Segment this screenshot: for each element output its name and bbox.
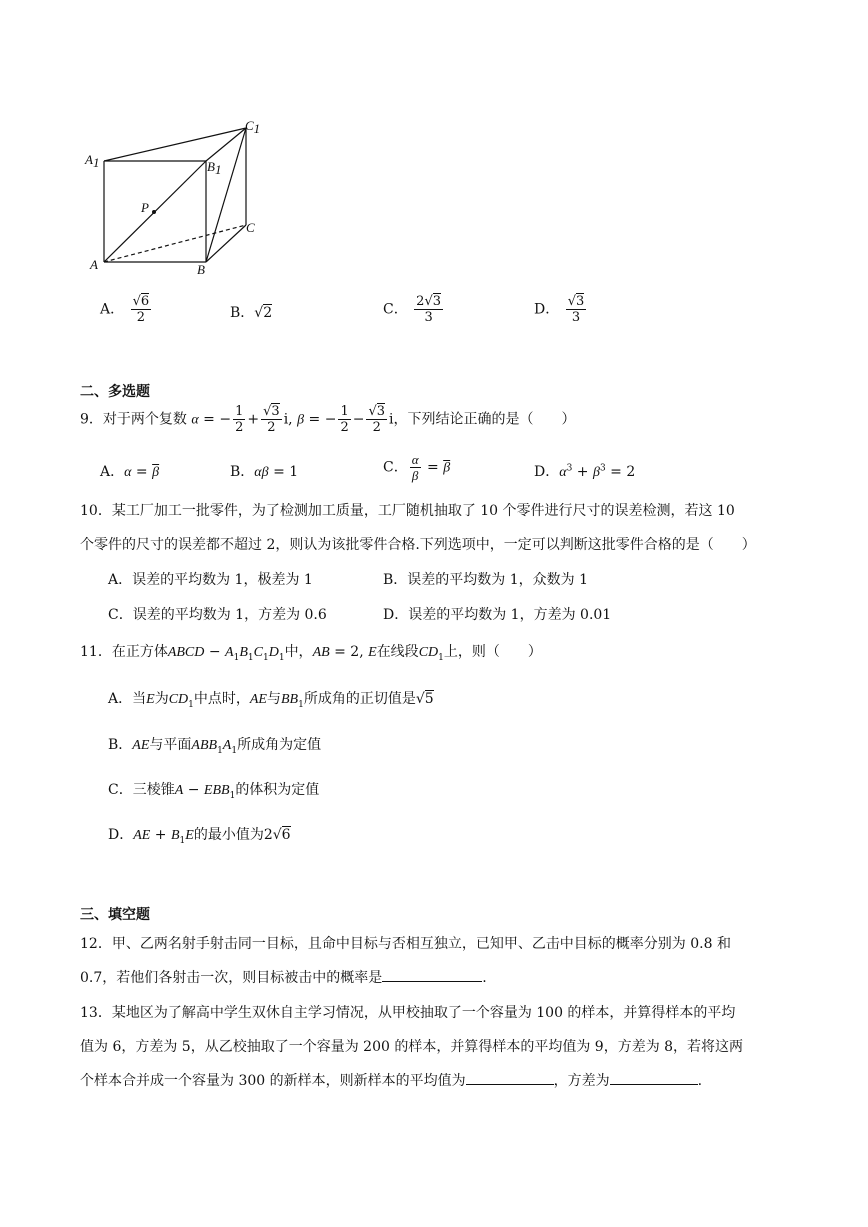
q11-stem: 11．在正方体ABCD − $A_1B_1C_1D_1$中，AB = 2, E在线段$CD_1$上，则（ ）: [80, 644, 542, 663]
q9-option-c[interactable]: C． $\frac{\alpha}{\beta}$ = $\overline{\beta}$: [383, 452, 451, 483]
label-b1: B: [207, 159, 215, 174]
q10-line-1: 10．某工厂加工一批零件，为了检测加工质量，工厂随机抽取了 10 个零件进行尺寸的误差检测，若这 10: [80, 503, 735, 519]
q12-line-2: 0.7，若他们各射击一次，则目标被击中的概率是 .: [80, 967, 487, 987]
q8-option-a[interactable]: A． $\frac{√6}{2}$: [100, 294, 150, 325]
svg-text:B1: B1: [207, 159, 222, 177]
q10-option-b[interactable]: B．误差的平均数为 1，众数为 1: [383, 572, 589, 588]
label-c1: C: [245, 118, 254, 133]
q10-option-a[interactable]: A．误差的平均数为 1，极差为 1: [108, 572, 313, 588]
q12-line-1: 12．甲、乙两名射手射击同一目标，且命中目标与否相互独立，已知甲、乙击中目标的概率分别为 0.8 和: [80, 936, 731, 952]
q9-option-a[interactable]: A．$\alpha = \overline{\beta}$: [100, 464, 160, 480]
section-title-fill-in: 三、填空题: [80, 907, 150, 923]
label-b: B: [197, 262, 205, 277]
label-a1: A: [85, 152, 93, 167]
label-a: A: [90, 257, 98, 272]
q13-variance-blank[interactable]: [610, 1070, 698, 1085]
label-c: C: [246, 220, 255, 235]
q9-option-d[interactable]: D．$\alpha^3 + \beta^3 = 2$: [534, 463, 636, 480]
q10-option-c[interactable]: C．误差的平均数为 1，方差为 0.6: [108, 607, 327, 623]
point-p: [152, 210, 156, 214]
edge-b-c1: [206, 128, 246, 262]
prism-figure: [80, 112, 280, 282]
q9-option-b[interactable]: B．αβ = 1: [230, 464, 299, 480]
q9-stem: 9．对于两个复数 α = − $\frac{1}{2}$ + $\frac{√3}{2}$ i, β = − $\frac{1}{2}$ − $\frac{√3}{2}$ i，下列结论正确的是（ ）: [80, 404, 576, 435]
q8-option-c[interactable]: C． $\frac{2√3}{3}$: [383, 294, 442, 325]
label-p: P: [141, 200, 149, 215]
q8-option-b[interactable]: B．√2: [230, 305, 273, 321]
q11-option-a[interactable]: A．当E为$CD_1$中点时，AE与$BB_1$所成角的正切值是√5: [108, 691, 434, 710]
svg-text:A1: A1: [85, 152, 100, 170]
edge-a1-c1: [104, 128, 246, 161]
q10-line-2: 个零件的尺寸的误差都不超过 2，则认为该批零件合格.下列选项中，一定可以判断这批零件合格的是（ ）: [80, 537, 756, 553]
q11-option-b[interactable]: B．AE与平面$ABB_1A_1$所成角为定值: [108, 737, 322, 756]
q11-option-c[interactable]: C．三棱锥$A - EBB_1$的体积为定值: [108, 782, 320, 801]
q13-line-3: 个样本合并成一个容量为 300 的新样本，则新样本的平均值为 ，方差为 .: [80, 1070, 702, 1090]
q10-option-d[interactable]: D．误差的平均数为 1，方差为 0.01: [383, 607, 612, 623]
q13-mean-blank[interactable]: [466, 1070, 554, 1085]
q12-answer-blank[interactable]: [382, 967, 482, 982]
edge-a-c-dashed: [104, 225, 246, 262]
q13-line-2: 值为 6，方差为 5，从乙校抽取了一个容量为 200 的样本，并算得样本的平均值为 9，方差为 8，若将这两: [80, 1039, 744, 1055]
q11-option-d[interactable]: D．AE + $B_1E$的最小值为2√6: [108, 827, 291, 846]
section-title-multiple-choice: 二、多选题: [80, 384, 150, 400]
svg-text:C1: C1: [245, 118, 261, 136]
q13-line-1: 13．某地区为了解高中学生双休自主学习情况，从甲校抽取了一个容量为 100 的样本，并算得样本的平均: [80, 1005, 736, 1021]
q8-option-d[interactable]: D． $\frac{√3}{3}$: [534, 294, 585, 325]
